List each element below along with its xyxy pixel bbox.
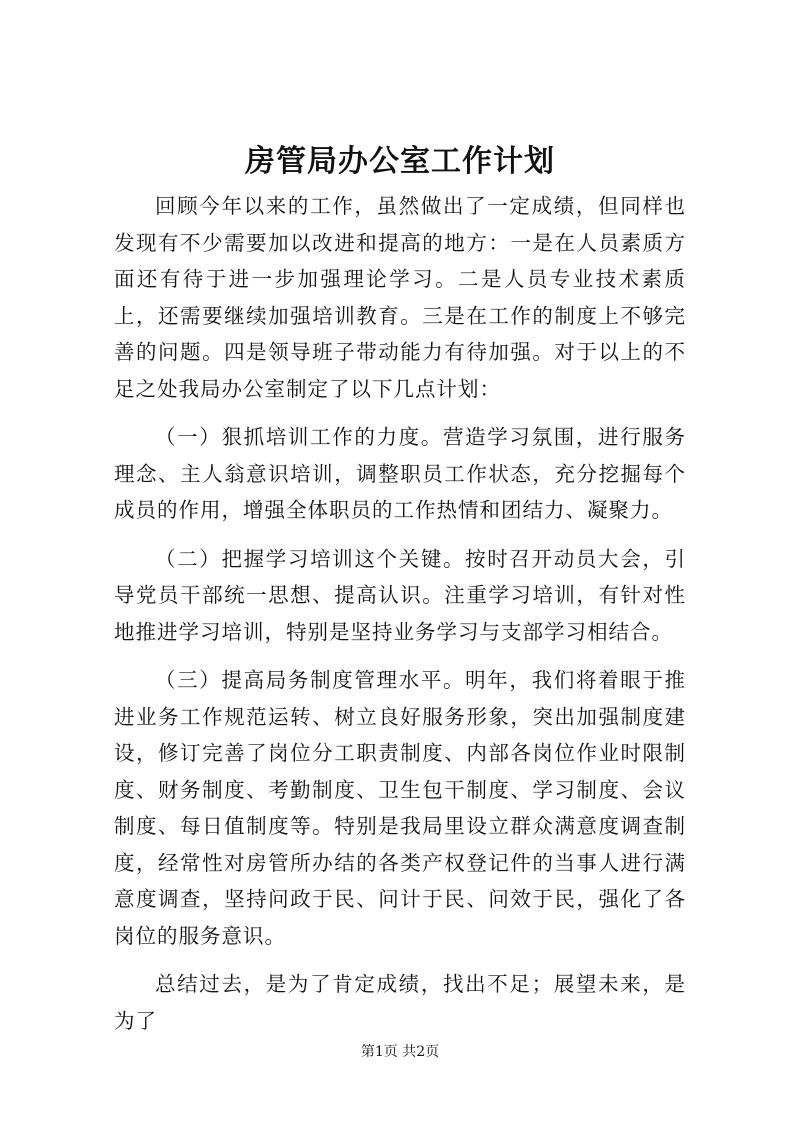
page-number-footer: 第1页 共2页 [360, 1044, 440, 1060]
paragraph-plan-3: （三）提高局务制度管理水平。明年，我们将着眼于推进业务工作规范运转、树立良好服务形象，突出加强制度建设，修订完善了岗位分工职责制度、内部各岗位作业时限制度、财务制度、考勤制度、卫生包干制度、学习制度、会议制度、每日值制度等。特别是我局里设立群众满意度调查制度，经常性对房管所办结的各类产权登记件的当事人进行满意度调查，坚持问政于民、问计于民、问效于民，强化了各岗位的服务意识。 [114, 668, 686, 948]
paragraph-plan-1: （一）狠抓培训工作的力度。营造学习氛围，进行服务理念、主人翁意识培训，调整职员工作状态，充分挖掘每个成员的作用，增强全体职员的工作热情和团结力、凝聚力。 [114, 425, 686, 522]
document-title: 房管局办公室工作计划 [245, 144, 555, 179]
paragraph-plan-2: （二）把握学习培训这个关键。按时召开动员大会，引导党员干部统一思想、提高认识。注重学习培训，有针对性地推进学习培训，特别是坚持业务学习与支部学习相结合。 [114, 546, 686, 644]
paragraph-summary: 总结过去，是为了肯定成绩，找出不足；展望未来，是为了 [114, 972, 686, 1033]
paragraph-intro: 回顾今年以来的工作，虽然做出了一定成绩，但同样也发现有不少需要加以改进和提高的地方：一是在人员素质方面还有待于进一步加强理论学习。二是人员专业技术素质上，还需要继续加强培训教育。三是在工作的制度上不够完善的问题。四是领导班子带动能力有待加强。对于以上的不足之处我局办公室制定了以下几点计划： [114, 194, 686, 401]
document-body [114, 188, 686, 1051]
